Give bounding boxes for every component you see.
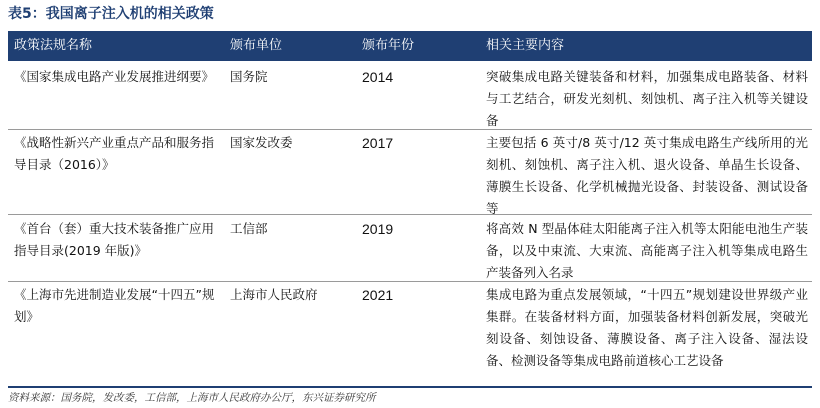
column-header-year: 颁布年份 <box>362 38 415 53</box>
policy-name: 《首台（套）重大技术装备推广应用指导目录(2019 年版)》 <box>14 221 215 258</box>
column-header-policy-name: 政策法规名称 <box>14 38 93 53</box>
policy-name: 《上海市先进制造业发展“十四五”规划》 <box>14 287 215 324</box>
agency: 国家发改委 <box>230 135 293 150</box>
source-note: 资料来源：国务院，发改委，工信部，上海市人民政府办公厅，东兴证券研究所 <box>8 392 376 404</box>
table-row <box>8 132 812 216</box>
table-row <box>8 218 812 278</box>
row-divider <box>8 129 812 130</box>
year: 2021 <box>362 287 394 303</box>
content: 主要包括 6 英寸/8 英寸/12 英寸集成电路生产线所用的光刻机、刻蚀机、离子注入机、退火设备、单晶生长设备、薄膜生长设备、化学机械抛光设备、封装设备、测试设备等 <box>486 135 808 216</box>
agency: 上海市人民政府 <box>230 287 318 302</box>
policy-name: 《国家集成电路产业发展推进纲要》 <box>14 69 215 84</box>
content: 突破集成电路关键装备和材料，加强集成电路装备、材料与工艺结合，研发光刻机、刻蚀机、离子注入机等关键设备 <box>486 69 808 128</box>
policy-name: 《战略性新兴产业重点产品和服务指导目录（2016）》 <box>14 135 215 172</box>
row-divider <box>8 214 812 215</box>
column-header-agency: 颁布单位 <box>230 38 283 53</box>
content: 将高效 N 型晶体硅太阳能离子注入机等太阳能电池生产装备，以及中束流、大束流、高能离子注入机等集成电路生产装备列入名录 <box>486 221 808 280</box>
column-header-content: 相关主要内容 <box>486 38 565 53</box>
year: 2014 <box>362 69 394 85</box>
row-divider <box>8 281 812 282</box>
content: 集成电路为重点发展领域，“十四五”规划建设世界级产业集群。在装备材料方面，加强装备材料创新发展，突破光刻设备、刻蚀设备、薄膜设备、离子注入设备、湿法设备、检测设备等集成电路前道核心工艺设备 <box>486 287 808 368</box>
table-bottom-rule <box>8 386 812 388</box>
year: 2019 <box>362 221 394 237</box>
table-row <box>8 66 812 126</box>
table-row <box>8 284 812 384</box>
table-title: 表5：我国离子注入机的相关政策 <box>8 6 214 22</box>
agency: 国务院 <box>230 69 268 84</box>
table-header <box>8 31 812 61</box>
agency: 工信部 <box>230 221 268 236</box>
year: 2017 <box>362 135 394 151</box>
